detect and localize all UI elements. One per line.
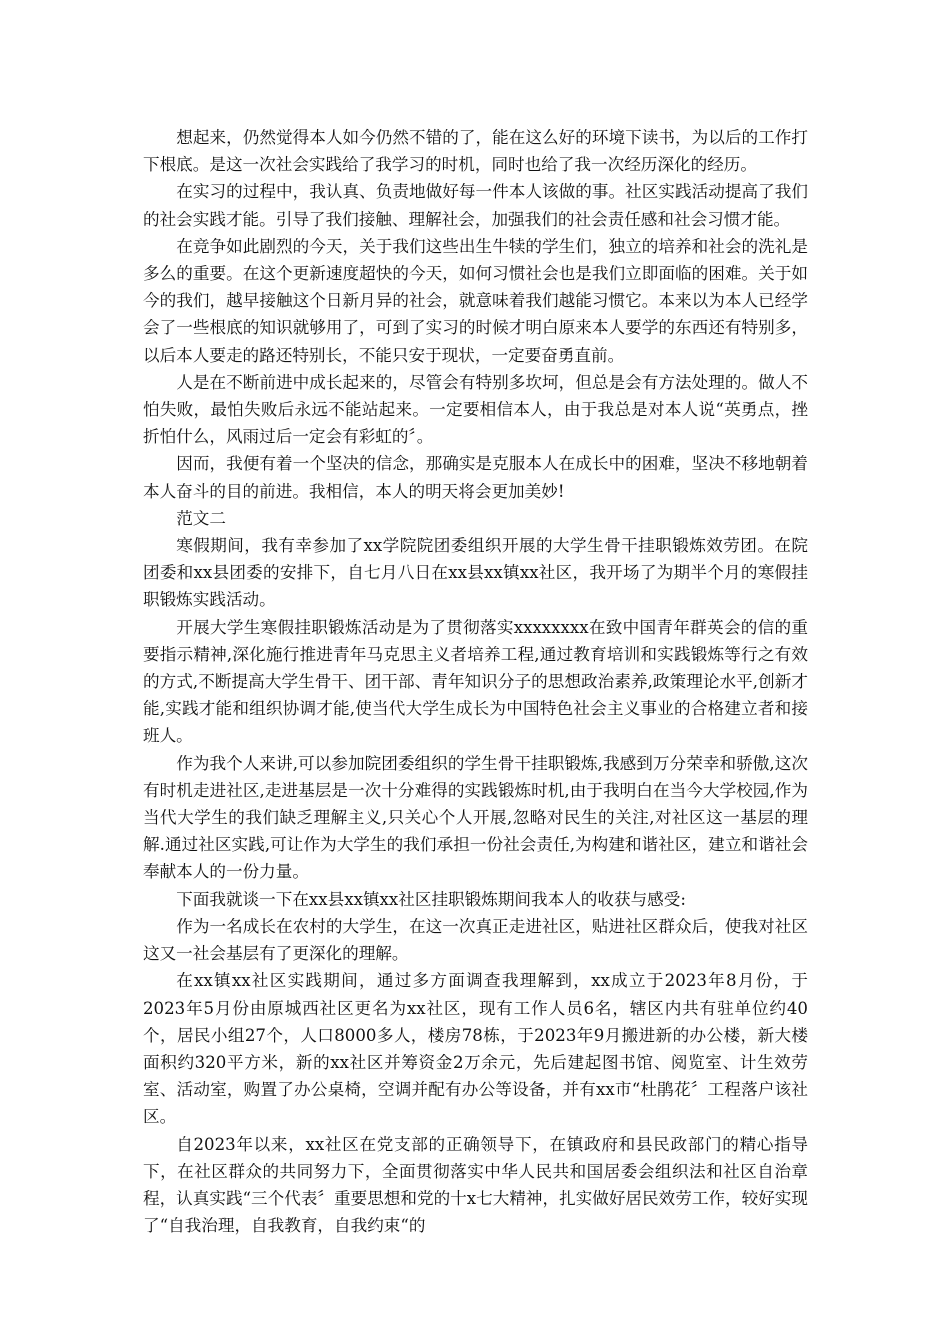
paragraph-activity-purpose: 开展大学生寒假挂职锻炼活动是为了贯彻落实xxxxxxxx在致中国青年群英会的信的重要指示精神,深化施行推进青年马克思主义者培养工程,通过教育培训和实践锻炼等行之有效的方式,不断提高大学生骨干、团干部、青年知识分子的思想政治素养,政策理论水平,创新才能,实践才能和组织协调才能,使当代大学生成长为中国特色社会主义事业的合格建立者和接班人。 [143, 617, 808, 746]
paragraph-personal-view: 作为我个人来讲,可以参加院团委组织的学生骨干挂职锻炼,我感到万分荣幸和骄傲,这次有时机走进社区,走进基层是一次十分难得的实践锻炼时机,由于我明白在当今大学校园,作为当代大学生的我们缺乏理解主义,只关心个人开展,忽略对民生的关注,对社区这一基层的理解.通过社区实践,可让作为大学生的我们承担一份社会责任,为构建和谐社区，建立和谐社会奉献本人的一份力量。 [143, 753, 808, 882]
paragraph-belief: 因而，我便有着一个坚决的信念，那确实是克服本人在成长中的困难，坚决不移地朝着本人奋斗的目的前进。我相信，本人的明天将会更加美妙! [143, 454, 808, 501]
paragraph-winter-vacation: 寒假期间，我有幸参加了xx学院院团委组织开展的大学生骨干挂职锻炼效劳团。在院团委和xx县团委的安排下，自七月八日在xx县xx镇xx社区，我开场了为期半个月的寒假挂职锻炼实践活动。 [143, 536, 808, 610]
paragraph-internship-process: 在实习的过程中，我认真、负责地做好每一件本人该做的事。社区实践活动提高了我们的社会实践才能。引导了我们接触、理解社会，加强我们的社会责任感和社会习惯才能。 [143, 182, 808, 229]
document-body [143, 124, 808, 1239]
section-heading-sample-two: 范文二 [176, 508, 226, 528]
paragraph-community-facts: 在xx镇xx社区实践期间，通过多方面调查我理解到，xx成立于2023年8月份，于2023年5月份由原城西社区更名为xx社区，现有工作人员6名，辖区内共有驻单位约40个，居民小组27个，人口8000多人，楼房78栋，于2023年9月搬进新的办公楼，新大楼面积约320平方米，新的xx社区并筹资金2万余元，先后建起图书馆、阅览室、计生效劳室、活动室，购置了办公桌椅，空调并配有办公等设备，并有xx市“杜鹃花〞工程落户该社区。 [143, 971, 808, 1127]
paragraph-community-leadership: 自2023年以来，xx社区在党支部的正确领导下，在镇政府和县民政部门的精心指导下，在社区群众的共同努力下，全面贯彻落实中华人民共和国居委会组织法和社区自治章程，认真实践“三个代表〞重要思想和党的十x七大精神，扎实做好居民效劳工作，较好实现了“自我治理，自我教育，自我约束“的 [143, 1134, 808, 1236]
paragraph-growth: 人是在不断前进中成长起来的，尽管会有特别多坎坷，但总是会有方法处理的。做人不怕失败，最怕失败后永远不能站起来。一定要相信本人，由于我总是对本人说“英勇点，挫折怕什么，风雨过后一定会有彩虹的〞。 [143, 372, 808, 447]
paragraph-rural-student: 作为一名成长在农村的大学生，在这一次真正走进社区，贴进社区群众后，使我对社区这又一社会基层有了更深化的理解。 [143, 916, 808, 964]
paragraph-reflection: 想起来，仍然觉得本人如今仍然不错的了，能在这么好的环境下读书，为以后的工作打下根底。是这一次社会实践给了我学习的时机，同时也给了我一次经历深化的经历。 [143, 128, 808, 175]
paragraph-competition: 在竞争如此剧烈的今天，关于我们这些出生牛犊的学生们，独立的培养和社会的洗礼是多么的重要。在这个更新速度超快的今天，如何习惯社会也是我们立即面临的困难。关于如今的我们，越早接触这个日新月异的社会，就意味着我们越能习惯它。本来以为本人已经学会了一些根底的知识就够用了，可到了实习的时候才明白原来本人要学的东西还有特别多，以后本人要走的路还特别长，不能只安于现状，一定要奋勇直前。 [143, 236, 808, 365]
paragraph-intro-gains: 下面我就谈一下在xx县xx镇xx社区挂职锻炼期间我本人的收获与感受: [176, 889, 686, 909]
